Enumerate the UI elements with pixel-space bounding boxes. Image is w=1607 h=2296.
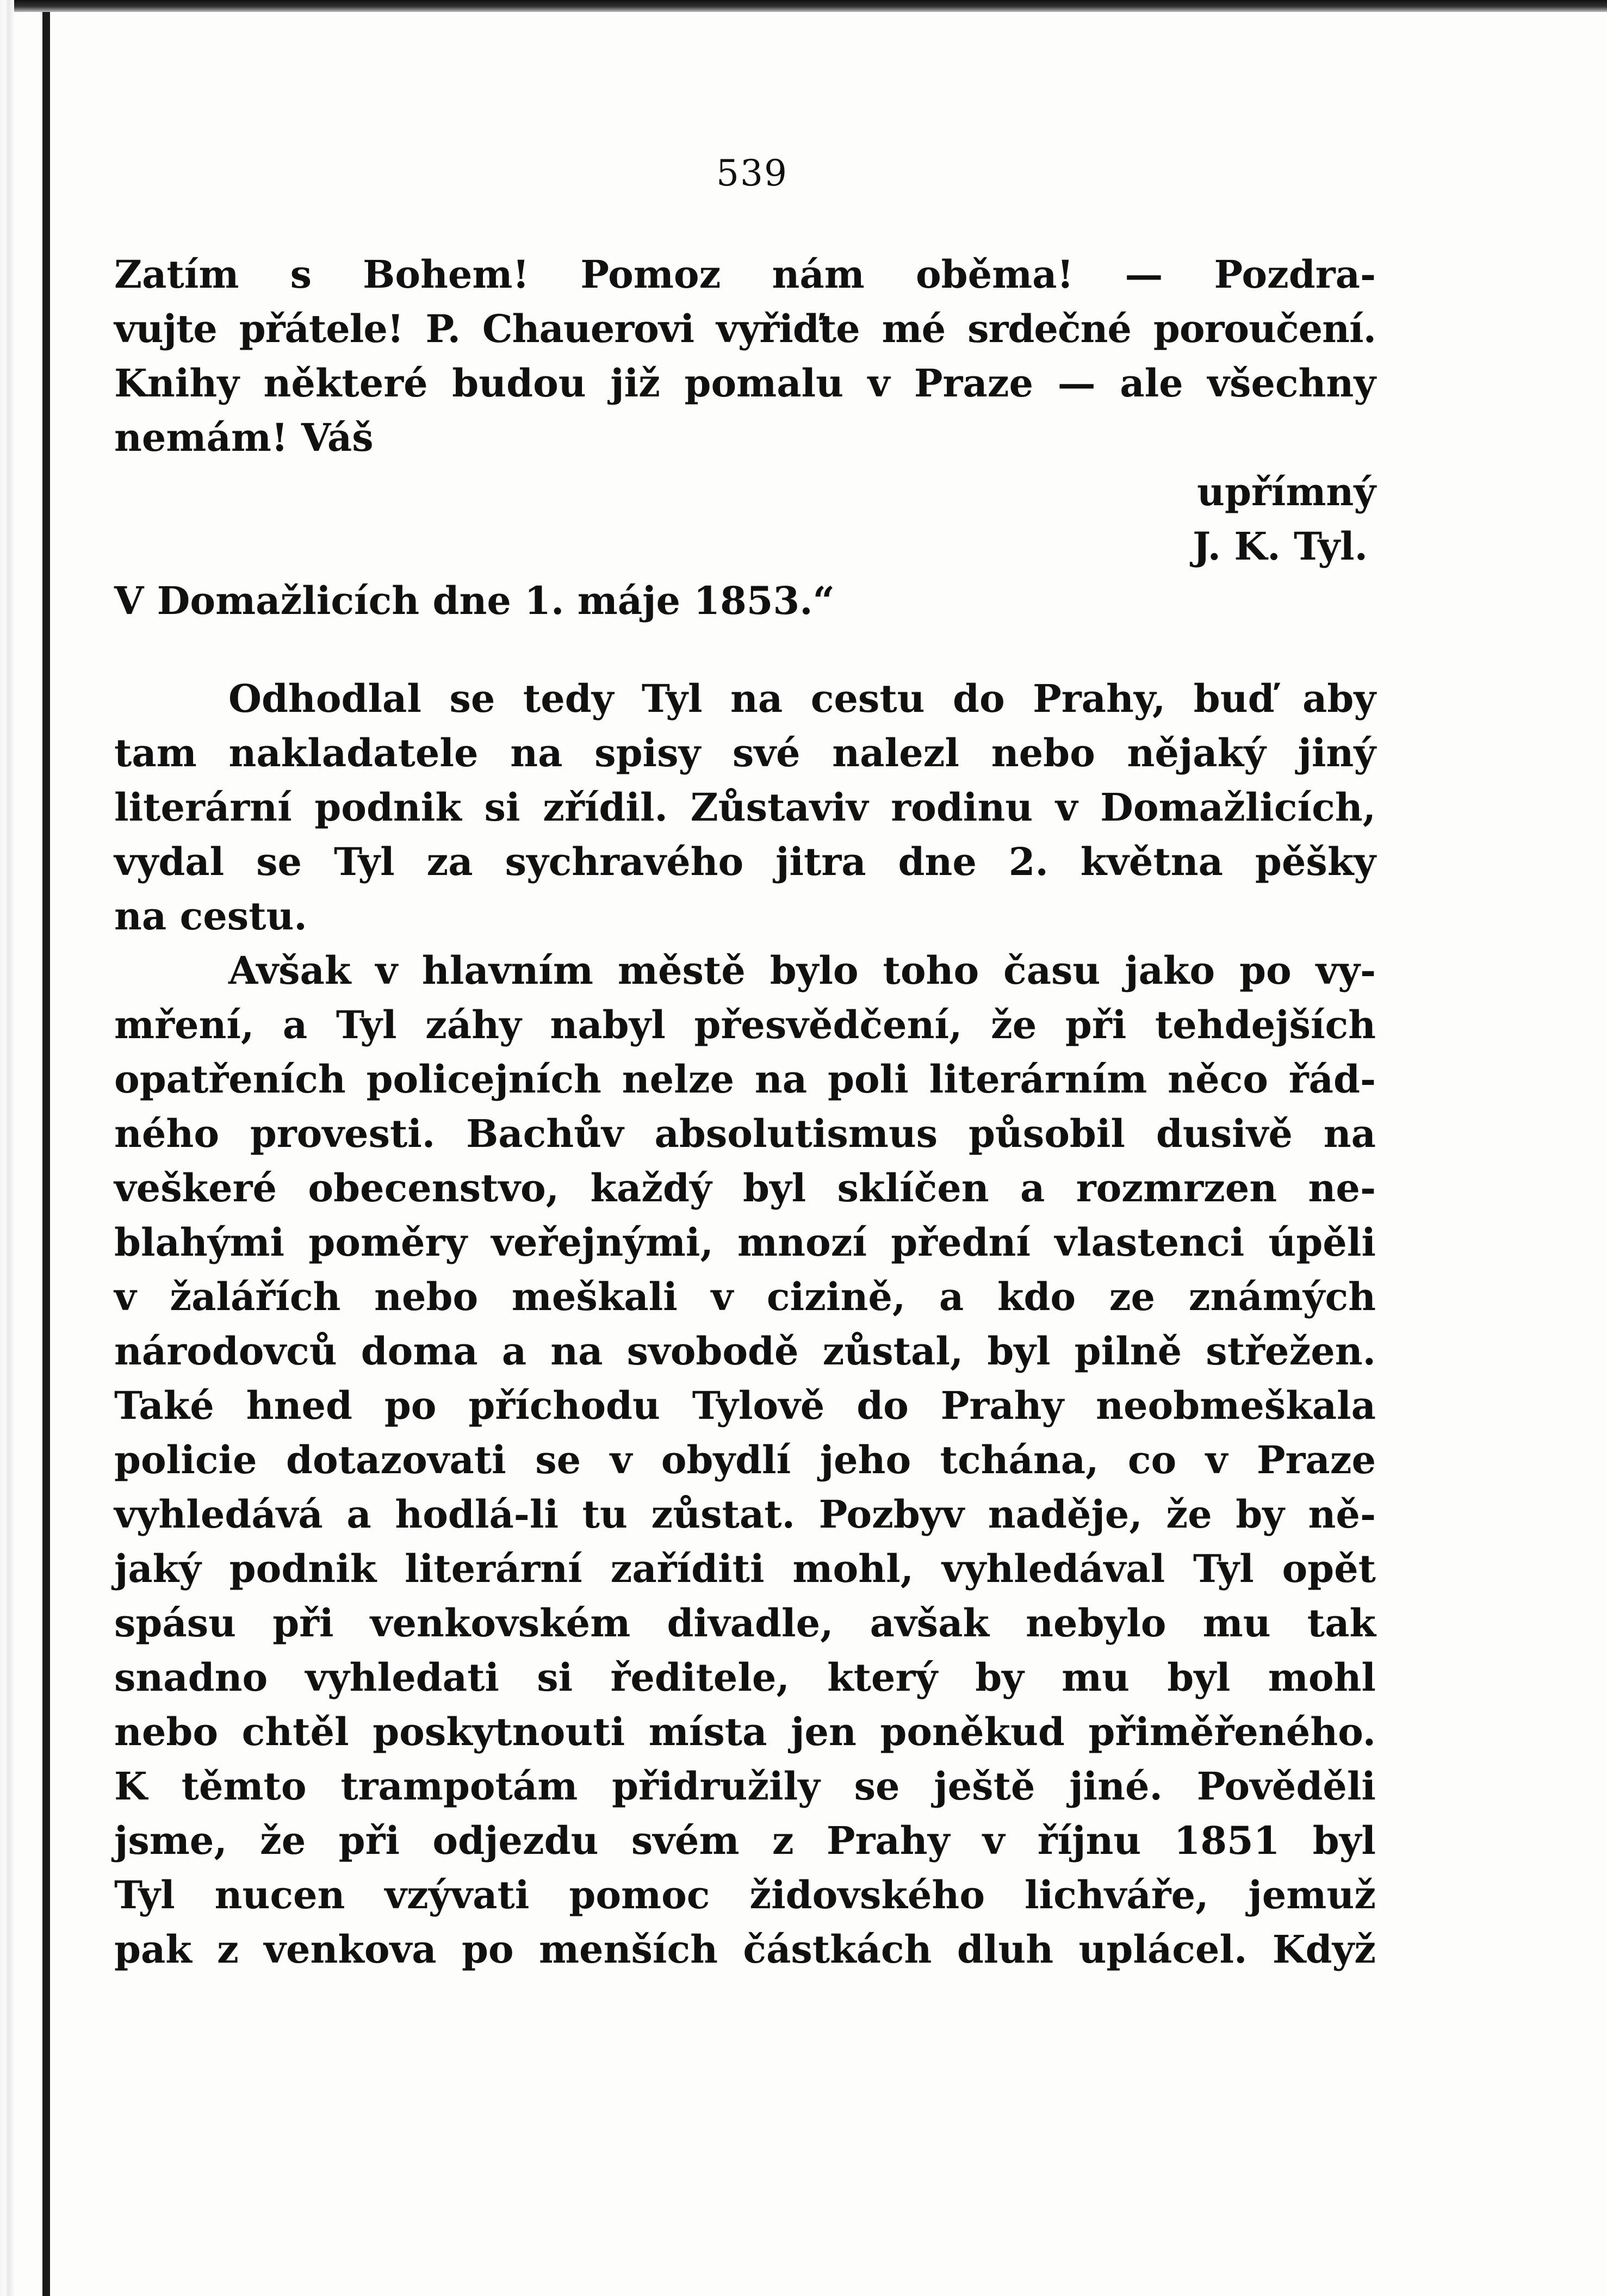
scan-left-margin [0,0,14,2296]
letter-date: V Domažlicích dne 1. máje 1853.“ [114,578,835,623]
text-line: literární podnik si zřídil. Zůstaviv rodinu v Domažlicích, [114,785,1376,830]
scan-top-border [0,0,1607,12]
text-line: snadno vyhledati si ředitele, který by mu byl mohl [114,1655,1376,1700]
text-line: mření, a Tyl záhy nabyl přesvědčení, že při tehdejších [114,1002,1376,1047]
text-line: na cestu. [114,893,307,939]
signature-name: J. K. Tyl. [1192,524,1368,569]
text-line: jsme, že při odjezdu svém z Prahy v říjnu 1851 byl [114,1818,1376,1863]
text-line: nemám! Váš [114,415,374,460]
text-line: blahými poměry veřejnými, mnozí přední vlastenci úpěli [114,1220,1376,1265]
text-line: Odhodlal se tedy Tyl na cestu do Prahy, buď aby [228,676,1376,721]
text-line: ného provesti. Bachův absolutismus působil dusivě na [114,1111,1376,1156]
text-line: policie dotazovati se v obydlí jeho tchána, co v Praze [114,1437,1376,1482]
text-line: Avšak v hlavním městě bylo toho času jako po vy- [228,948,1376,993]
text-line: Také hned po příchodu Tylově do Prahy neobmeškala [114,1383,1376,1428]
text-line: vujte přátele! P. Chauerovi vyřiďte mé srdečné poroučení. [114,306,1376,351]
text-line: jaký podnik literární zaříditi mohl, vyhledával Tyl opět [114,1546,1376,1591]
text-line: tam nakladatele na spisy své nalezl nebo nějaký jiný [114,730,1376,775]
text-line: vydal se Tyl za sychravého jitra dne 2. května pěšky [114,839,1376,884]
text-line: spásu při venkovském divadle, avšak nebylo mu tak [114,1600,1376,1646]
signature-closing: upřímný [1197,469,1376,514]
text-line: Zatím s Bohem! Pomoz nám oběma! — Pozdra- [114,252,1376,297]
text-line: v žalářích nebo meškali v cizině, a kdo ze známých [114,1274,1376,1319]
text-line: nebo chtěl poskytnouti místa jen poněkud přiměřeného. [114,1709,1376,1754]
scan-binding-edge [42,12,50,2296]
text-line: národovců doma a na svobodě zůstal, byl pilně střežen. [114,1329,1376,1374]
text-line: vyhledává a hodlá-li tu zůstat. Pozbyv naděje, že by ně- [114,1492,1376,1537]
text-line: pak z venkova po menších částkách dluh uplácel. Když [114,1927,1376,1972]
page-number: 539 [716,152,788,194]
text-line: K těmto trampotám přidružily se ještě jiné. Pověděli [114,1764,1376,1809]
text-line: Knihy některé budou již pomalu v Praze — ale všechny [114,361,1376,406]
text-line: opatřeních policejních nelze na poli literárním něco řád- [114,1057,1376,1102]
text-line: veškeré obecenstvo, každý byl sklíčen a rozmrzen ne- [114,1165,1376,1211]
text-line: Tyl nucen vzývati pomoc židovského lichváře, jemuž [114,1872,1376,1918]
